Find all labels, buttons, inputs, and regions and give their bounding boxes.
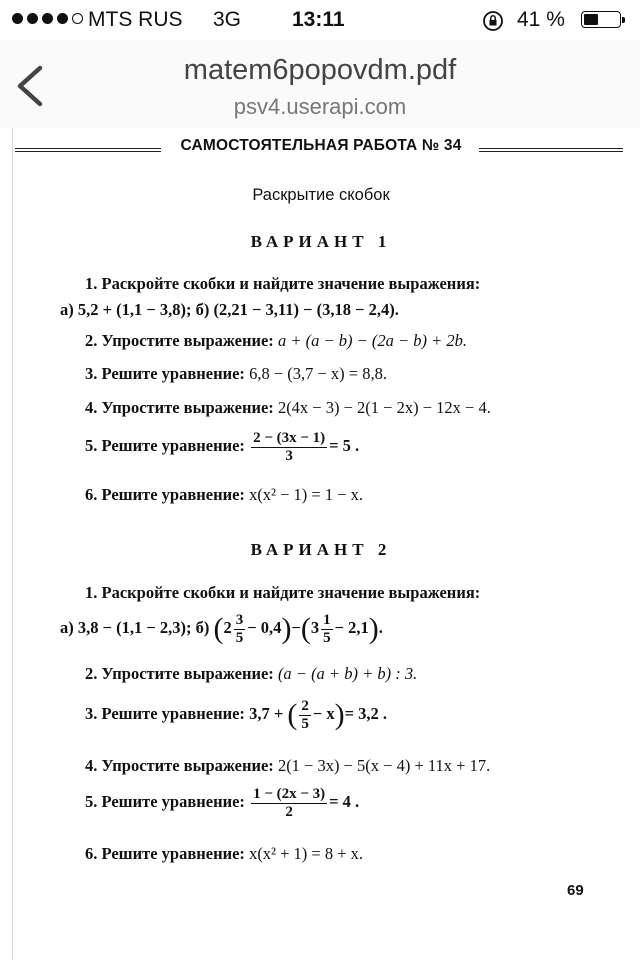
- signal-strength-icon: [12, 13, 83, 24]
- v2-task-5-fraction: $\frac{1 - (2x - 3)}{2}$: [253, 786, 326, 820]
- v2-task-2: 2. Упростите выражение: (a − (a + b) + b) : 3.: [85, 664, 418, 683]
- v1-task-5-fraction: $\frac{2 - (3x - 1)}{3}$: [253, 430, 326, 464]
- v2-task-1: 1. Раскройте скобки и найдите значение выражения:: [85, 583, 481, 602]
- v1-task-1-expressions: а) 5,2 + (1,1 − 3,8); б) (2,21 − 3,11) − (3,18 − 2,4).: [60, 300, 399, 319]
- battery-percent: 41 %: [517, 8, 565, 31]
- navigation-bar: [0, 40, 640, 128]
- header-rule-left: [15, 148, 161, 152]
- v2-task-6: 6. Решите уравнение: x(x² + 1) = 8 + x.: [85, 844, 364, 863]
- v2-task-1-expressions: а) 3,8 − (1,1 − 2,3); б) (2 $\frac{3}{5}$ − 0,4)−(3 $\frac{1}{5}$ − 2,1).: [60, 612, 383, 646]
- v2-task-3: 3. Решите уравнение: 3,7 + ( $\frac{2}{5}$ − x)= 3,2 .: [85, 698, 388, 732]
- page-number: 69: [567, 882, 584, 899]
- v2-task-4: 4. Упростите выражение: 2(1 − 3x) − 5(x − 4) + 11x + 17.: [85, 756, 491, 775]
- header-rule-right: [479, 148, 623, 152]
- v1-task-1: 1. Раскройте скобки и найдите значение выражения:: [85, 274, 481, 293]
- work-title: САМОСТОЯТЕЛЬНАЯ РАБОТА № 34: [180, 137, 462, 154]
- page-header: [13, 136, 629, 160]
- network-type: 3G: [213, 8, 242, 31]
- v1-task-4: 4. Упростите выражение: 2(4x − 3) − 2(1 − 2x) − 12x − 4.: [85, 398, 491, 417]
- document-host: psv4.userapi.com: [233, 94, 407, 119]
- variant-2-title: ВАРИАНТ 2: [250, 540, 392, 559]
- topic-title: Раскрытие скобок: [252, 186, 390, 204]
- v1-task-5: 5. Решите уравнение: $\frac{2 - (3x - 1)}{3}$ = 5 .: [85, 430, 360, 464]
- v1-task-3: 3. Решите уравнение: 6,8 − (3,7 − x) = 8,8.: [85, 364, 387, 383]
- v2-task-5: 5. Решите уравнение: $\frac{1 - (2x - 3)}{2}$ = 4 .: [85, 786, 360, 820]
- clock: 13:11: [292, 8, 345, 31]
- carrier-name: MTS RUS: [88, 8, 183, 31]
- rotation-lock-icon: [482, 10, 504, 37]
- pdf-page[interactable]: [12, 128, 629, 960]
- battery-icon: [581, 11, 621, 28]
- v1-task-2: 2. Упростите выражение: a + (a − b) − (2a − b) + 2b.: [85, 331, 467, 350]
- status-bar: [0, 0, 640, 40]
- document-title: matem6popovdm.pdf: [183, 54, 457, 86]
- variant-1-title: ВАРИАНТ 1: [250, 232, 392, 251]
- v1-task-6: 6. Решите уравнение: x(x² − 1) = 1 − x.: [85, 485, 364, 504]
